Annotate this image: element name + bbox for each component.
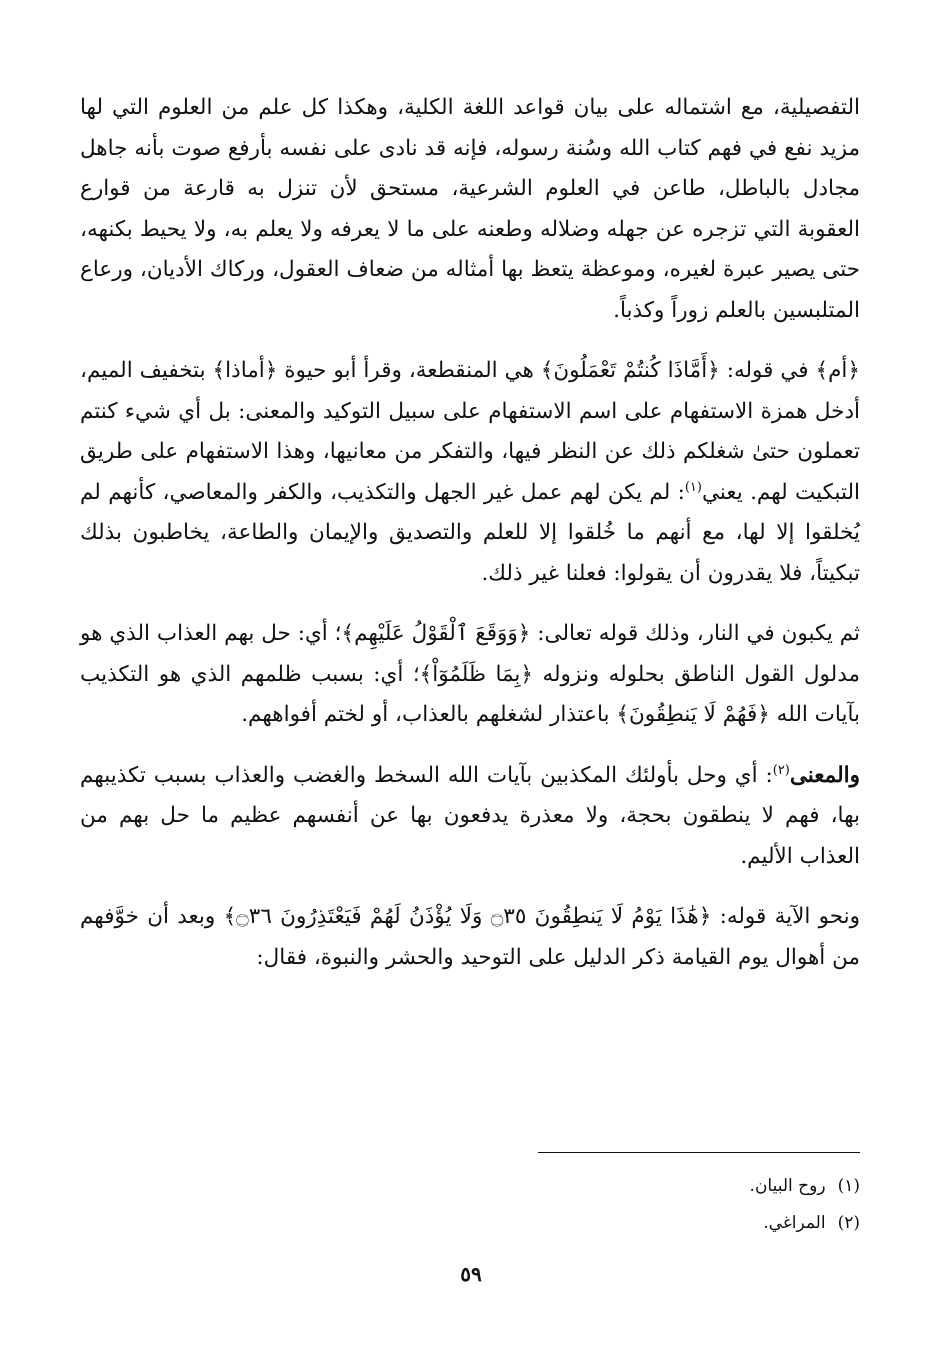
paragraph-5: ونحو الآية قوله: ﴿هَٰذَا يَوْمُ لَا يَنطِقُونَ ۝٣٥ وَلَا يُؤْذَنُ لَهُمْ فَيَعْتَذِرُونَ ۝٣٦﴾ وبعد أن خوَّفهم من أهوال يوم القيامة ذكر الدليل على التوحيد والحشر والنبوة، فقال:	[80, 904, 860, 970]
paragraph-2-text-a: ﴿أم﴾ في قوله: ﴿أَمَّاذَا كُنتُمْ تَعْمَلُونَ﴾ هي المنقطعة، وقرأ أبو حيوة ﴿أماذا﴾ بتخفيف الميم، أدخل همزة الاستفهام على اسم الاستفهام على سبيل التوكيد والمعنى: بل أي شيء كنتم تعملون حتىٰ شغلكم ذلك عن النظر فيها، والتفكر من معانيها، وهذا الاستفهام على طريق التبكيت لهم. يعني	[80, 358, 860, 505]
footnote-ref-1: (١)	[684, 479, 702, 495]
footnote-ref-2: (٢)	[772, 762, 790, 778]
paragraph-2	[80, 351, 860, 594]
footnote-1	[400, 1168, 860, 1205]
paragraph-4	[80, 756, 860, 878]
main-text	[80, 88, 860, 978]
paragraph-2-text-b: : لم يكن لهم عمل غير الجهل والتكذيب، والكفر والمعاصي، كأنهم لم يُخلقوا إلا لها، مع أنهم ما خُلقوا إلا للعلم والتصديق والإيمان والطاعة، يخاطبون بذلك تبكيتاً، فلا يقدرون أن يقولوا: فعلنا غير ذلك.	[80, 479, 860, 586]
paragraph-3: ثم يكبون في النار، وذلك قوله تعالى: ﴿وَوَقَعَ ٱلْقَوْلُ عَلَيْهِم﴾؛ أي: حل بهم العذاب الذي هو مدلول القول الناطق بحلوله ونزوله ﴿بِمَا ظَلَمُوٓاْ﴾؛ أي: بسبب ظلمهم الذي هو التكذيب بآيات الله ﴿فَهُمْ لَا يَنطِقُونَ﴾ باعتذار لشغلهم بالعذاب، أو لختم أفواههم.	[80, 621, 860, 727]
paragraph-4-text: : أي وحل بأولئك المكذبين بآيات الله السخط والغضب والعذاب بسبب تكذيبهم بها، فهم لا ينطقون بحجة، ولا معذرة يدفعون بها عن أنفسهم عظيم ما حل بهم من العذاب الأليم.	[80, 762, 860, 869]
footnote-1-text: روح البيان.	[749, 1176, 826, 1196]
footnote-1-number: (١)	[837, 1176, 860, 1196]
paragraph-1: التفصيلية، مع اشتماله على بيان قواعد اللغة الكلية، وهكذا كل علم من العلوم التي لها مزيد نفع في فهم كتاب الله وسُنة رسوله، فإنه قد نادى على نفسه بأرفع صوت بأنه جاهل مجادل بالباطل، طاعن في العلوم الشرعية، مستحق لأن تنزل به قارعة من قوارع العقوبة التي تزجره عن جهله وضلاله وطعنه على ما لا يعرفه ولا يعلم به، ولا يحيط بكنهه، حتى يصير عبرة لغيره، وموعظة يتعظ بها أمثاله من ضعاف العقول، وركاك الأديان، ورعاع المتلبسين بالعلم زوراً وكذباً.	[80, 95, 860, 323]
footnote-divider	[538, 1152, 860, 1153]
paragraph-4-lead: والمعنى	[789, 762, 860, 788]
page-number: ٥٩	[460, 1262, 482, 1286]
footnote-2	[400, 1205, 860, 1242]
footnote-2-text: المراغي.	[763, 1213, 826, 1233]
footnote-2-number: (٢)	[837, 1213, 860, 1233]
footnotes	[400, 1168, 860, 1242]
